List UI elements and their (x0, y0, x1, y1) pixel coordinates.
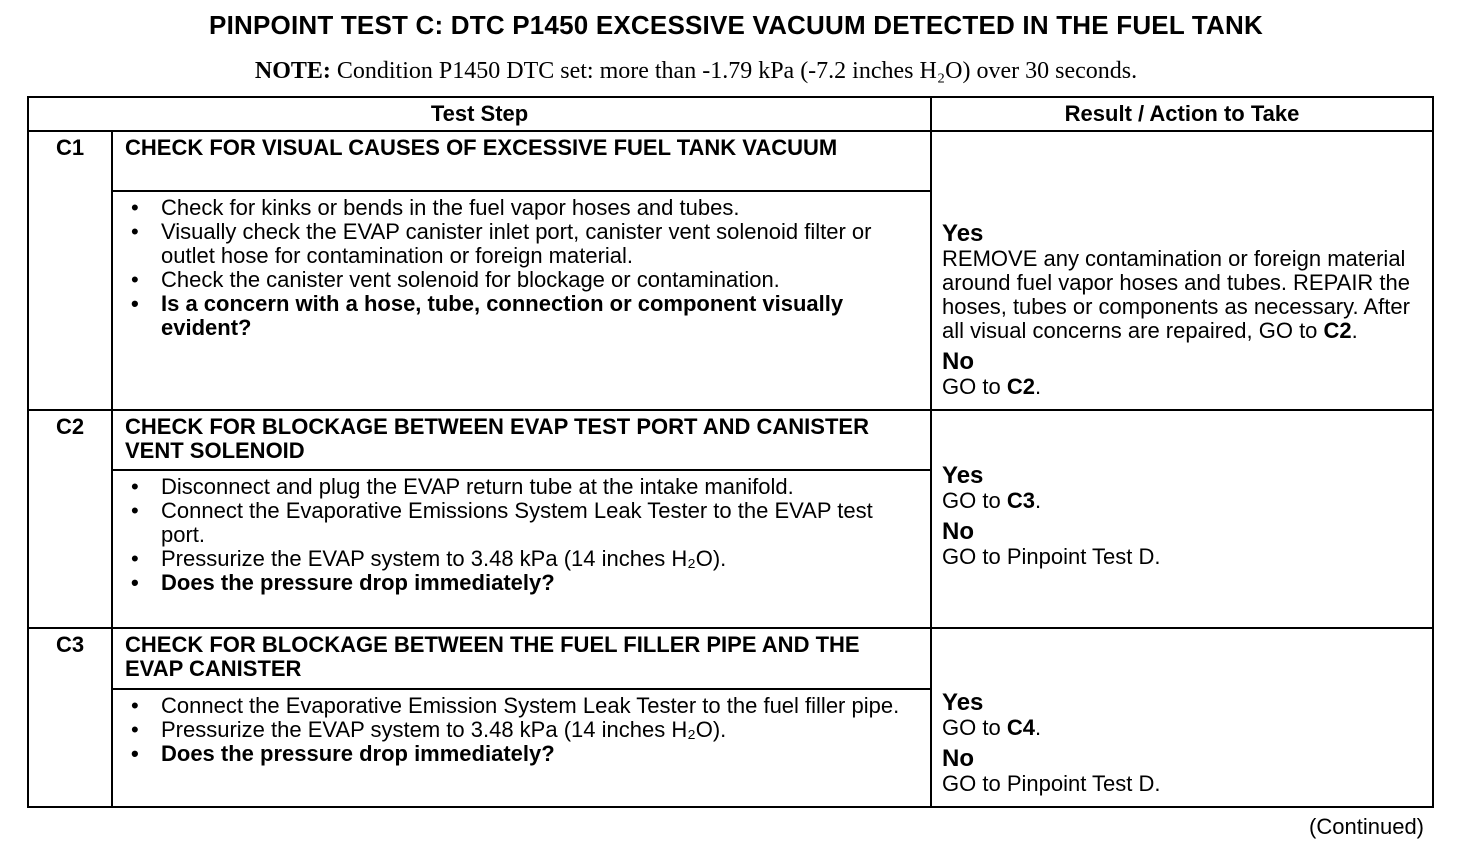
yes-label: Yes (942, 689, 984, 716)
list-item: • Connect the Evaporative Emissions System Leak Tester to the EVAP test port. (125, 499, 922, 547)
yes-action: GO to C4. (942, 715, 1042, 740)
step-result (931, 628, 1433, 807)
step-question: • Does the pressure drop immediately? (125, 571, 922, 595)
step-number: C1 (28, 131, 112, 191)
yes-label: Yes (942, 462, 984, 490)
list-item: • Check the canister vent solenoid for blockage or contamination. (125, 268, 922, 292)
continued-label: (Continued) (1309, 814, 1424, 839)
list-item: • Check for kinks or bends in the fuel vapor hoses and tubes. (125, 196, 922, 220)
pinpoint-test-table (27, 96, 1434, 808)
step-number: C2 (28, 410, 112, 470)
step-heading: CHECK FOR BLOCKAGE BETWEEN THE FUEL FILLER PIPE AND THE EVAP CANISTER (112, 628, 931, 688)
step-body (112, 191, 931, 410)
step-heading: CHECK FOR VISUAL CAUSES OF EXCESSIVE FUEL TANK VACUUM (112, 131, 931, 191)
no-label: No (942, 745, 975, 772)
no-action: GO to C2. (942, 373, 1042, 399)
step-result (931, 131, 1433, 410)
step-body (112, 689, 931, 807)
step-body (112, 470, 931, 628)
header-result: Result / Action to Take (931, 97, 1433, 131)
yes-action: GO to C3. (942, 488, 1042, 514)
list-item: • Disconnect and plug the EVAP return tube at the intake manifold. (125, 475, 922, 499)
yes-label: Yes (942, 219, 984, 247)
step-heading: CHECK FOR BLOCKAGE BETWEEN EVAP TEST PORT AND CANISTER VENT SOLENOID (112, 410, 931, 470)
note-label: NOTE: (254, 58, 331, 84)
list-item: • Pressurize the EVAP system to 3.48 kPa (14 inches H₂O). (125, 547, 922, 571)
list-item: • Connect the Evaporative Emission System Leak Tester to the fuel filler pipe. (125, 694, 922, 718)
step-question: • Is a concern with a hose, tube, connection or component visually evident? (125, 292, 922, 340)
step-question: • Does the pressure drop immediately? (125, 742, 922, 766)
no-label: No (942, 347, 975, 375)
header-test-step: Test Step (28, 97, 931, 131)
page-title: PINPOINT TEST C: DTC P1450 EXCESSIVE VACUUM DETECTED IN THE FUEL TANK (209, 10, 1263, 40)
no-label: No (942, 518, 975, 546)
step-number: C3 (28, 628, 112, 688)
note (0, 58, 1392, 85)
yes-action: REMOVE any contamination or foreign material around fuel vapor hoses and tubes. REPAIR the hoses, tubes or components as necessary. After all visual concerns are repaired, GO to C2. (942, 245, 1411, 343)
list-item: • Pressurize the EVAP system to 3.48 kPa (14 inches H₂O). (125, 718, 922, 742)
list-item: • Visually check the EVAP canister inlet port, canister vent solenoid filter or outlet hose for contamination or foreign material. (125, 220, 922, 268)
note-text: Condition P1450 DTC set: more than -1.79 kPa (-7.2 inches H₂O) over 30 seconds. (336, 58, 1138, 84)
step-result (931, 410, 1433, 629)
no-action: GO to Pinpoint Test D. (942, 771, 1161, 796)
no-action: GO to Pinpoint Test D. (942, 544, 1161, 570)
